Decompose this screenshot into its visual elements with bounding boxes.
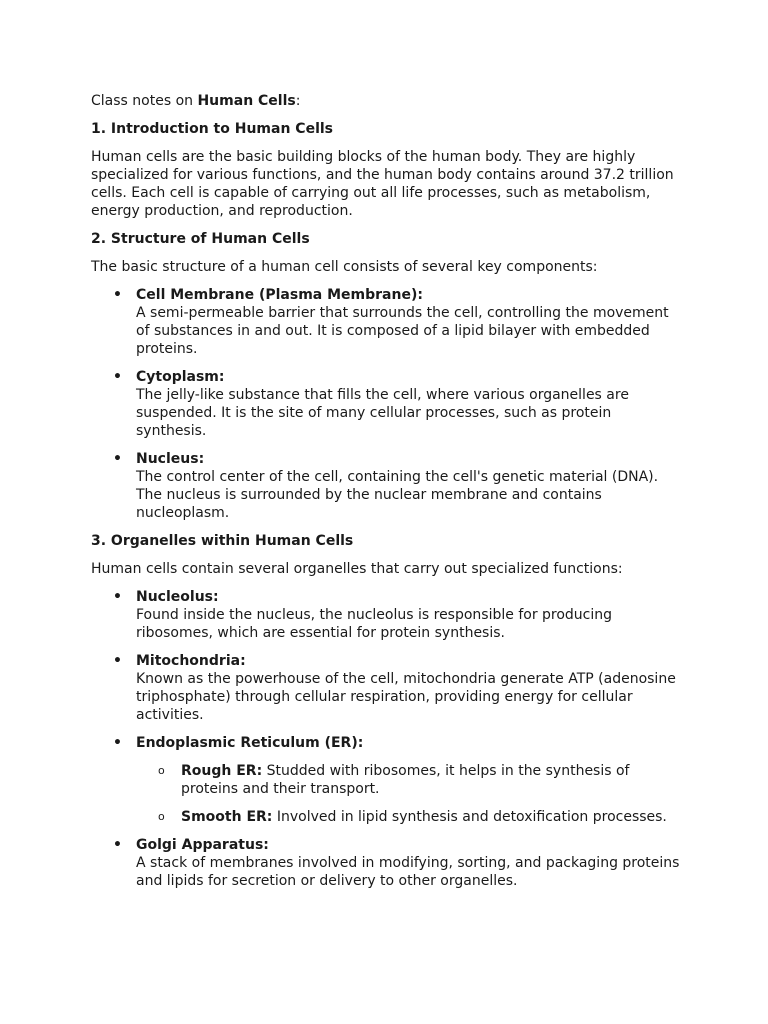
list-item-description: The control center of the cell, containing the cell's genetic material (DNA). The nucleus is surrounded by the nuclear membrane and contains nucleoplasm. (136, 469, 659, 521)
organelles-list (91, 588, 681, 890)
list-item (91, 368, 681, 440)
bullet-icon: • (113, 287, 122, 303)
bullet-icon: • (113, 653, 122, 669)
list-item (91, 652, 681, 724)
list-item (91, 286, 681, 358)
section-paragraph-structure: The basic structure of a human cell consists of several key components: (91, 259, 598, 275)
intro-suffix: : (295, 93, 301, 109)
list-item (91, 588, 681, 642)
bullet-icon: • (113, 735, 122, 751)
bullet-icon: • (113, 589, 122, 605)
list-item-description: The jelly-like substance that fills the cell, where various organelles are suspended. It is the site of many cellular processes, such as protein synthesis. (136, 387, 629, 439)
section-heading-organelles: 3. Organelles within Human Cells (91, 533, 354, 549)
sub-bullet-icon: o (158, 764, 165, 777)
list-item-term: Cytoplasm: (136, 369, 225, 385)
list-item (91, 450, 681, 522)
list-item-description: Found inside the nucleus, the nucleolus is responsible for producing ribosomes, which are essential for protein synthesis. (136, 607, 613, 641)
list-item-description: A semi-permeable barrier that surrounds the cell, controlling the movement of substances in and out. It is composed of a lipid bilayer with embedded proteins. (136, 305, 669, 357)
sub-bullet-icon: o (158, 810, 165, 823)
sublist-item-description: Studded with ribosomes, it helps in the synthesis of proteins and their transport. (181, 763, 630, 797)
sublist-item-term: Smooth ER: (181, 809, 273, 825)
list-item-description: Known as the powerhouse of the cell, mitochondria generate ATP (adenosine triphosphate) through cellular respiration, providing energy for cellular activities. (136, 671, 676, 723)
sublist-item-term: Rough ER: (181, 763, 263, 779)
list-item-term: Endoplasmic Reticulum (ER): (136, 735, 364, 751)
intro-topic: Human Cells (197, 93, 296, 109)
list-item-description: A stack of membranes involved in modifying, sorting, and packaging proteins and lipids for secretion or delivery to other organelles. (136, 855, 680, 889)
list-item-term: Cell Membrane (Plasma Membrane): (136, 287, 423, 303)
er-sublist (136, 762, 681, 826)
section-heading-structure: 2. Structure of Human Cells (91, 231, 310, 247)
list-item (91, 734, 681, 826)
list-item-term: Mitochondria: (136, 653, 246, 669)
list-item-term: Golgi Apparatus: (136, 837, 269, 853)
sublist-item-description: Involved in lipid synthesis and detoxification processes. (272, 809, 667, 825)
section-heading-introduction: 1. Introduction to Human Cells (91, 121, 334, 137)
list-item-term: Nucleus: (136, 451, 205, 467)
bullet-icon: • (113, 451, 122, 467)
list-item (91, 836, 681, 890)
list-item-term: Nucleolus: (136, 589, 219, 605)
bullet-icon: • (113, 837, 122, 853)
intro-prefix: Class notes on (91, 93, 198, 109)
section-paragraph-organelles: Human cells contain several organelles that carry out specialized functions: (91, 561, 623, 577)
sublist-item (136, 762, 681, 798)
structure-list (91, 286, 681, 522)
bullet-icon: • (113, 369, 122, 385)
sublist-item (136, 808, 681, 826)
intro-line (91, 92, 681, 110)
section-paragraph-introduction: Human cells are the basic building blocks of the human body. They are highly specialized for various functions, and the human body contains around 37.2 trillion cells. Each cell is capable of carrying out all life processes, such as metabolism, energy production, and reproduction. (91, 149, 674, 219)
